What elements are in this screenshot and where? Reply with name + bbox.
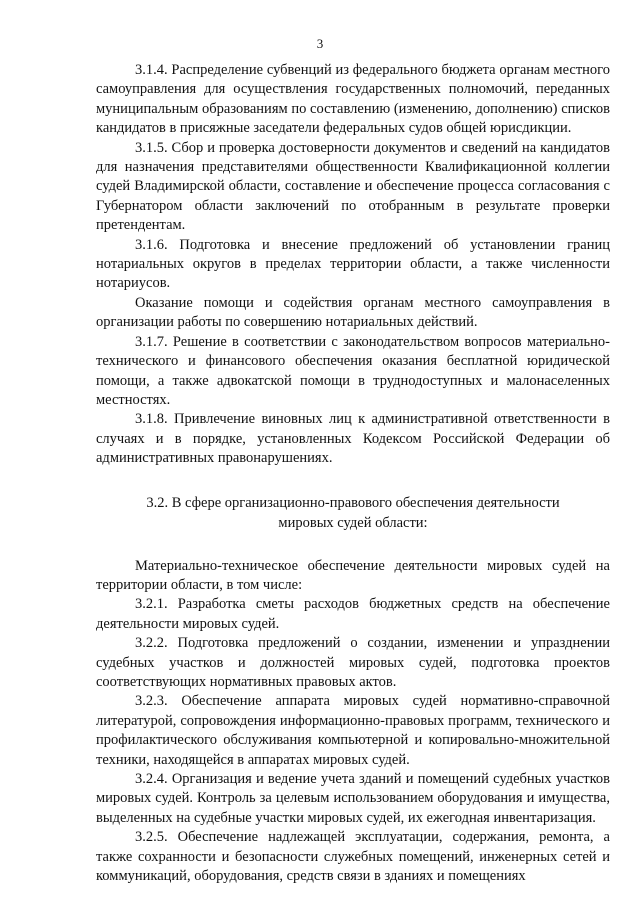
paragraph-material-support: Материально-техническое обеспечение деятельности мировых судей на территории области, в том числе: (96, 557, 610, 593)
paragraph-notary-assistance: Оказание помощи и содействия органам местного самоуправления в организации работы по совершению нотариальных действий. (96, 294, 610, 331)
paragraph-3-1-7: 3.1.7. Решение в соответствии с законодательством вопросов материально-технического и финансового обеспечения оказания бесплатной юридической помощи, а также адвокатской помощи в труднодоступных и малонаселенных местностях. (96, 333, 610, 408)
section-heading-line-1: 3.2. В сфере организационно-правового обеспечения деятельности (146, 494, 560, 511)
paragraph-3-2-5: 3.2.5. Обеспечение надлежащей эксплуатации, содержания, ремонта, а также сохранности и безопасности служебных помещений, инженерных сетей и коммуникаций, оборудования, средств связи в зданиях и помещениях (96, 829, 610, 885)
section-heading-line-2: мировых судей области: (278, 514, 428, 531)
paragraph-3-1-5: 3.1.5. Сбор и проверка достоверности документов и сведений на кандидатов для назначения представителями общественности Квалификационной коллегии судей Владимирской области, составление и обеспечение процесса согласования с Губернатором области заключений по отобранным в результате проверки претендентам. (96, 139, 610, 234)
paragraph-3-2-3: 3.2.3. Обеспечение аппарата мировых судей нормативно-справочной литературой, сопровождения информационно-правовых программ, технического и профилактического обслуживания компьютерной и копировально-множительной техники, находящейся в аппаратах мировых судей. (96, 693, 610, 768)
paragraph-3-1-8: 3.1.8. Привлечение виновных лиц к административной ответственности в случаях и в порядке, установленных Кодексом Российской Федерации об административных правонарушениях. (96, 411, 610, 467)
paragraph-3-1-4: 3.1.4. Распределение субвенций из федерального бюджета органам местного самоуправления для осуществления государственных полномочий, переданных муниципальным образованиям по составлению (изменению, дополнению) списков кандидатов в присяжные заседатели федеральных судов общей юрисдикции. (96, 62, 610, 137)
page-number: 3 (316, 36, 324, 51)
paragraph-3-2-1: 3.2.1. Разработка сметы расходов бюджетных средств на обеспечение деятельности мировых судей. (96, 596, 610, 632)
section-heading-3-2 (96, 493, 610, 533)
paragraph-3-1-6: 3.1.6. Подготовка и внесение предложений об установлении границ нотариальных округов в пределах территории области, а также численности нотариусов. (96, 236, 610, 292)
paragraph-3-2-2: 3.2.2. Подготовка предложений о создании, изменении и упразднении судебных участков и должностей мировых судей, подготовка проектов соответствующих нормативных правовых актов. (96, 635, 610, 690)
paragraph-3-2-4: 3.2.4. Организация и ведение учета зданий и помещений судебных участков мировых судей. Контроль за целевым использованием оборудования и имущества, выделенных на судебные участки мировых судей, их ежегодная инвентаризация. (96, 771, 610, 826)
document-body (96, 61, 610, 886)
